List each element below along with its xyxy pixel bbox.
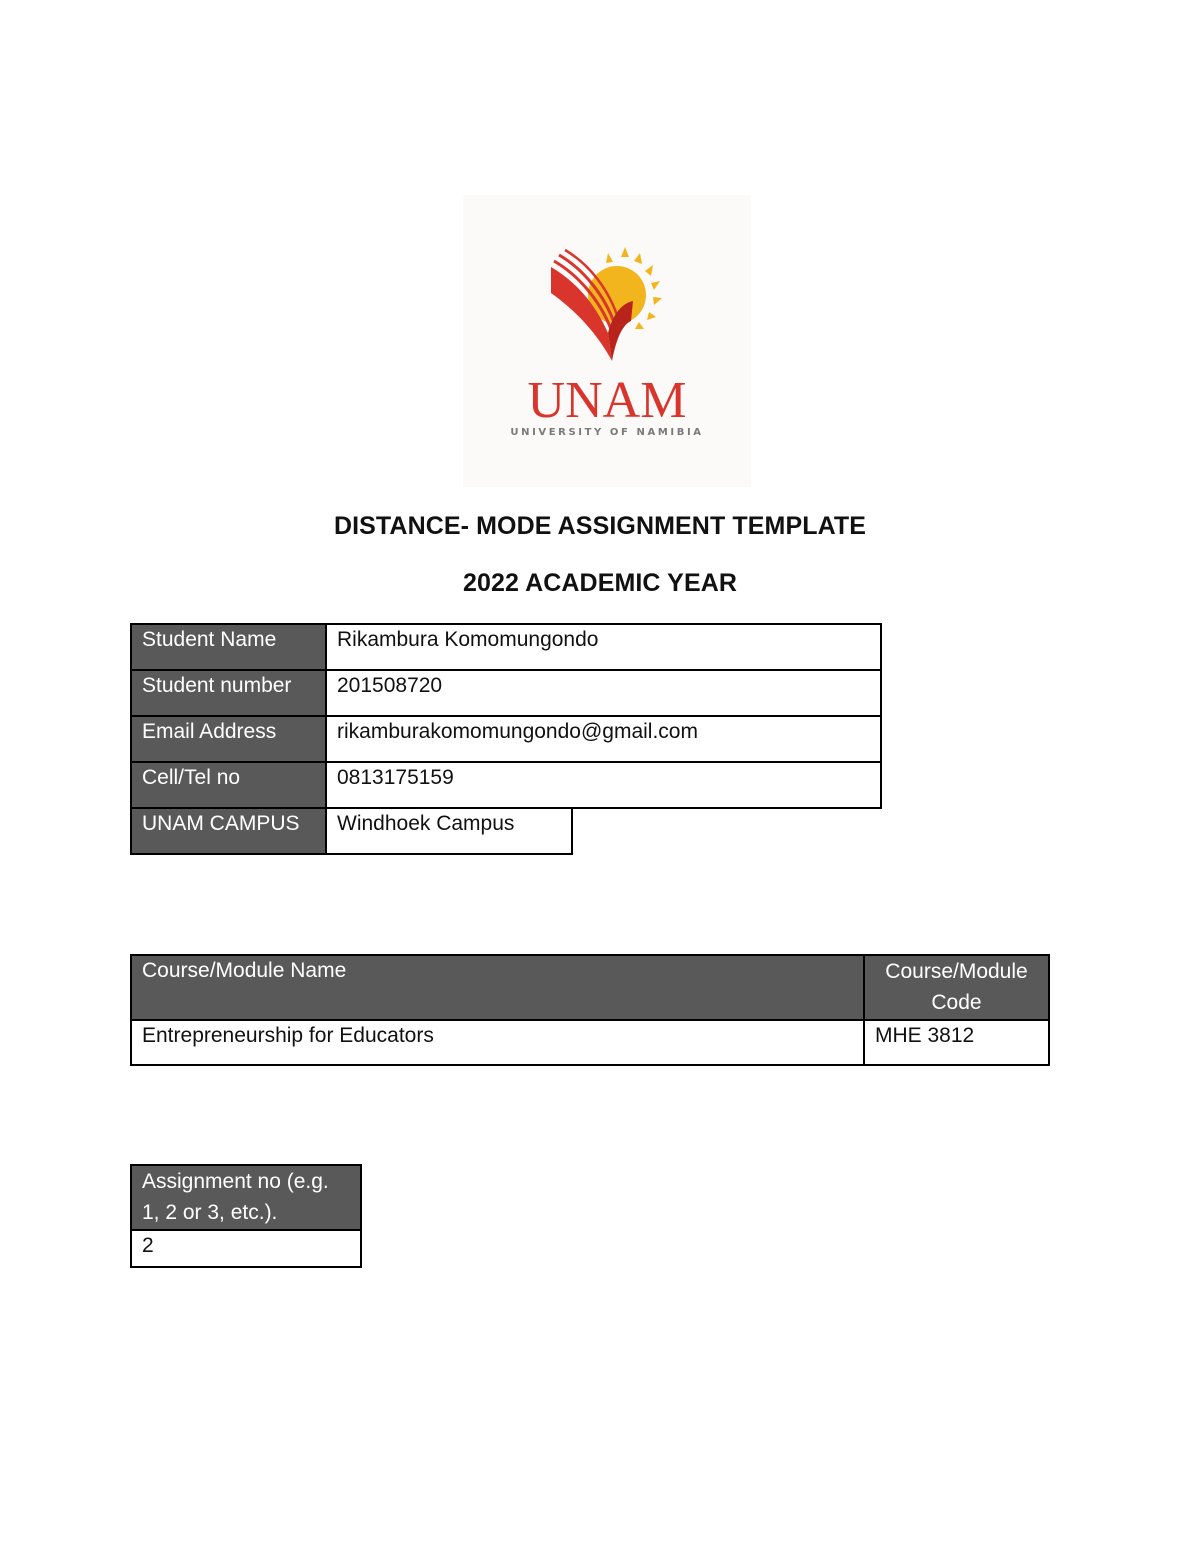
course-name-value[interactable]: Entrepreneurship for Educators: [131, 1020, 864, 1065]
campus-label: UNAM CAMPUS: [131, 808, 326, 854]
table-row: [131, 624, 881, 670]
logo-tagline: UNIVERSITY OF NAMIBIA: [510, 427, 704, 438]
assignment-table: [130, 1164, 362, 1268]
student-details-table: [130, 623, 882, 855]
table-row: [131, 716, 881, 762]
unam-emblem: [463, 195, 751, 487]
student-name-value[interactable]: Rikambura Komomungondo: [326, 624, 881, 670]
assignment-number-header: Assignment no (e.g. 1, 2 or 3, etc.).: [131, 1165, 361, 1230]
cell-tel-label: Cell/Tel no: [131, 762, 326, 808]
table-row: [131, 670, 881, 716]
cell-tel-value[interactable]: 0813175159: [326, 762, 881, 808]
table-row: [131, 808, 881, 854]
email-address-label: Email Address: [131, 716, 326, 762]
table-row: [131, 1230, 361, 1267]
course-table: [130, 954, 1050, 1066]
course-code-header: Course/Module Code: [864, 955, 1049, 1020]
unam-logo: [463, 195, 751, 487]
table-row: [131, 955, 1049, 1020]
table-row: [131, 1165, 361, 1230]
course-code-value[interactable]: MHE 3812: [864, 1020, 1049, 1065]
email-address-value[interactable]: rikamburakomomungondo@gmail.com: [326, 716, 881, 762]
student-number-label: Student number: [131, 670, 326, 716]
empty-cell: [572, 808, 881, 854]
assignment-number-value[interactable]: 2: [131, 1230, 361, 1267]
table-row: [131, 762, 881, 808]
student-number-value[interactable]: 201508720: [326, 670, 881, 716]
document-title: DISTANCE- MODE ASSIGNMENT TEMPLATE: [333, 512, 867, 540]
academic-year: 2022 ACADEMIC YEAR: [462, 569, 738, 597]
logo-wordmark: UNAM: [527, 372, 687, 429]
student-name-label: Student Name: [131, 624, 326, 670]
course-name-header: Course/Module Name: [131, 955, 864, 1020]
table-row: [131, 1020, 1049, 1065]
campus-value[interactable]: Windhoek Campus: [326, 808, 572, 854]
